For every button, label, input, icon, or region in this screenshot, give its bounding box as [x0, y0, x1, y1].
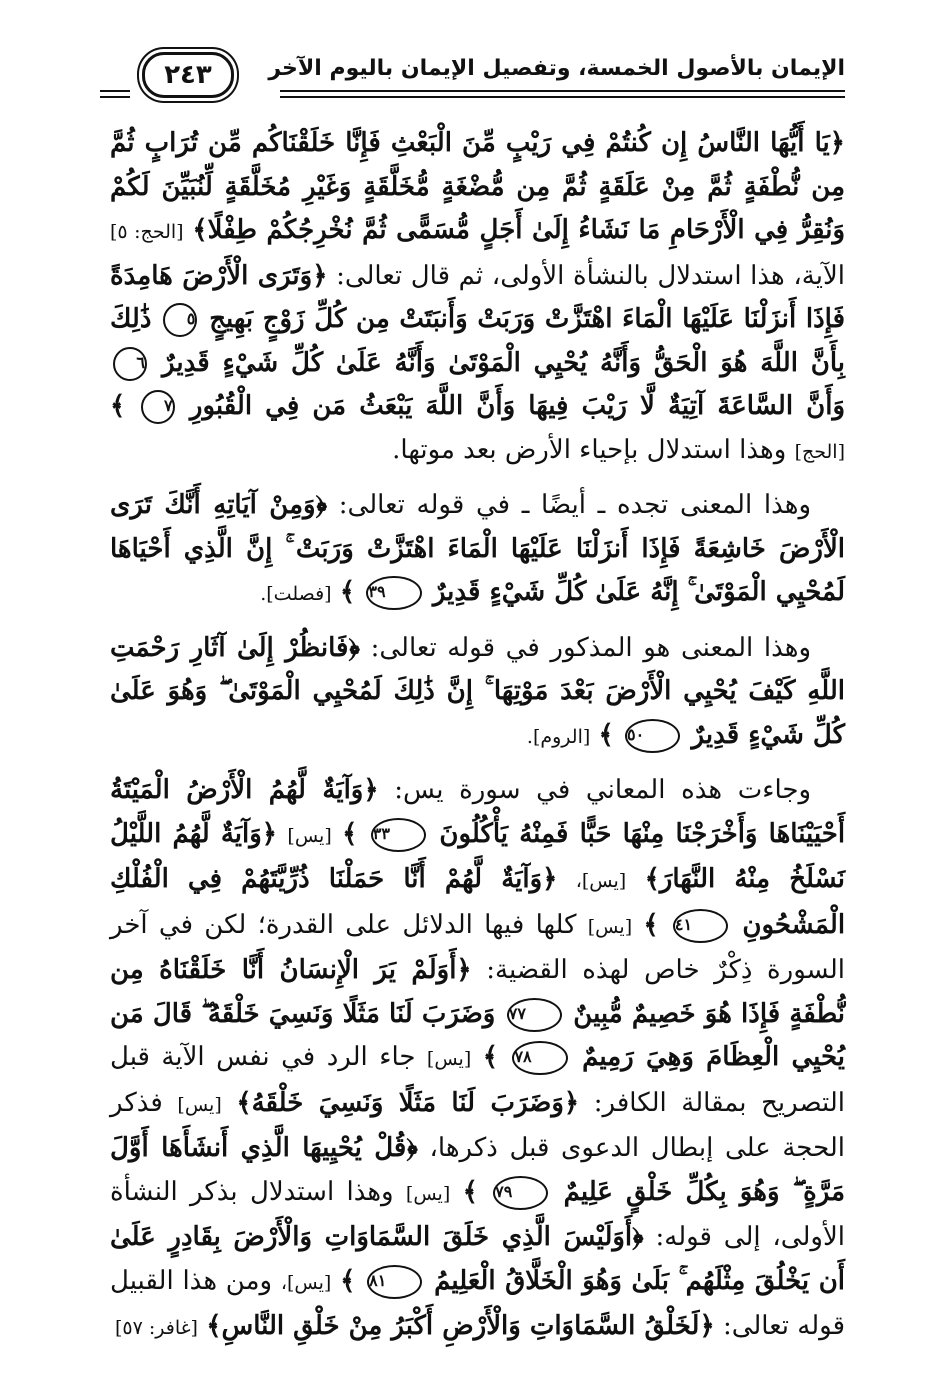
- citation: [يس]: [177, 1093, 222, 1116]
- quran-verse: ﴿وَآيَةٌ لَّهُمُ الْأَرْضُ الْمَيْتَةُ أَحْيَيْنَاهَا وَأَخْرَجْنَا مِنْهَا حَبًّا فَمِنْهُ يَأْكُلُونَ: [110, 775, 846, 849]
- ayah-number-marker: ٣٩: [366, 576, 421, 610]
- quran-verse: ﴾: [643, 909, 659, 940]
- running-header: [100, 40, 845, 110]
- header-rule: [280, 96, 845, 98]
- header-title: الإيمان بالأصول الخمسة، وتفصيل الإيمان باليوم الآخر: [268, 56, 845, 81]
- quran-verse: ﴿لَخَلْقُ السَّمَاوَاتِ وَالْأَرْضِ أَكْبَرُ مِنْ خَلْقِ النَّاسِ﴾: [206, 1311, 715, 1341]
- citation: [الحج]: [794, 440, 845, 463]
- quran-verse: ﴿وَآيَةٌ لَّهُمْ أَنَّا حَمَلْنَا ذُرِّيَّتَهُمْ فِي الْفُلْكِ الْمَشْحُونِ: [110, 864, 846, 940]
- citation: [الحج: ٥]: [110, 221, 184, 243]
- ayah-number-marker: ٥: [163, 303, 197, 337]
- body-text-run: وهذا استدلال بذكر النشأة الأولى، إلى قوله:: [110, 1176, 846, 1252]
- header-rule: [280, 90, 845, 92]
- header-rule: [100, 96, 130, 98]
- quran-verse: ﴿وَآيَةٌ لَّهُمُ اللَّيْلُ نَسْلَخُ مِنْهُ النَّهَارَ﴾: [110, 818, 846, 894]
- body-text-run: وهذا المعنى هو المذكور في قوله تعالى:: [370, 632, 811, 663]
- page-number: ٢٤٣: [142, 52, 234, 98]
- ayah-number-marker: ٨١: [367, 1265, 422, 1299]
- quran-verse: ﴿وَتَرَى الْأَرْضَ هَامِدَةً فَإِذَا أَنزَلْنَا عَلَيْهَا الْمَاءَ اهْتَزَّتْ وَرَبَتْ وَأَنبَتَتْ مِن كُلِّ زَوْجٍ بَهِيجٍ: [110, 260, 845, 334]
- paragraph: [110, 484, 845, 617]
- citation: [غافر: ٥٧]: [114, 1317, 198, 1339]
- ayah-number-marker: ٦: [113, 347, 147, 381]
- quran-verse: ﴾: [482, 1042, 498, 1072]
- body-text-run: الآية، هذا استدلال بالنشأة الأولى، ثم قال تعالى:: [336, 260, 846, 291]
- ayah-number-marker: ٧٩: [493, 1176, 548, 1210]
- ayah-number-marker: ٥٠: [625, 719, 680, 753]
- ayah-number-marker: ٧: [141, 390, 175, 424]
- paragraph: [110, 627, 845, 760]
- ayah-number-marker: ٤١: [673, 909, 728, 943]
- page-body: [110, 122, 845, 1361]
- citation: [يس]: [287, 824, 332, 847]
- body-text-run: ومن هذا القبيل قوله تعالى:: [110, 1265, 845, 1341]
- quran-verse: ﴾: [339, 577, 356, 607]
- body-text-run: وهذا المعنى تجده ـ أيضًا ـ في قوله تعالى:: [338, 490, 812, 520]
- quran-verse: ﴾: [462, 1176, 478, 1207]
- citation: [يس]: [426, 1048, 472, 1070]
- quran-verse: ﴿يَا أَيُّهَا النَّاسُ إِن كُنتُمْ فِي رَيْبٍ مِّنَ الْبَعْثِ فَإِنَّا خَلَقْنَاكُم مِّن تُرَابٍ ثُمَّ مِن نُّطْفَةٍ ثُمَّ مِنْ عَلَقَةٍ ثُمَّ مِن مُّضْغَةٍ مُّخَلَّقَةٍ وَغَيْرِ مُخَلَّقَةٍ لِّنُبَيِّنَ لَكُمْ وَنُقِرُّ فِي الْأَرْحَامِ مَا نَشَاءُ إِلَىٰ أَجَلٍ مُّسَمًّى ثُمَّ نُخْرِجُكُمْ طِفْلًا﴾: [110, 128, 845, 245]
- citation: [يس]،: [280, 1271, 332, 1294]
- quran-verse: ﴿وَمِنْ آيَاتِهِ أَنَّكَ تَرَى الْأَرْضَ خَاشِعَةً فَإِذَا أَنزَلْنَا عَلَيْهَا الْمَاءَ اهْتَزَّتْ وَرَبَتْ ۚ إِنَّ الَّذِي أَحْيَاهَا لَمُحْيِي الْمَوْتَىٰ ۚ إِنَّهُ عَلَىٰ كُلِّ شَيْءٍ قَدِيرٌ: [110, 490, 845, 607]
- ayah-number-marker: ٧٨: [512, 1041, 567, 1075]
- citation: [يس]: [587, 915, 633, 938]
- quran-verse: ﴾: [342, 818, 358, 849]
- citation: [يس]،: [575, 870, 627, 892]
- quran-verse: ذَٰلِكَ بِأَنَّ اللَّهَ هُوَ الْحَقُّ وَأَنَّهُ يُحْيِي الْمَوْتَىٰ وَأَنَّهُ عَلَىٰ كُلِّ شَيْءٍ قَدِيرٌ: [110, 304, 845, 378]
- body-text-run: جاء الرد في نفس الآية قبل التصريح بمقالة الكافر:: [110, 1042, 846, 1118]
- quran-verse: ﴿وَضَرَبَ لَنَا مَثَلًا وَنَسِيَ خَلْقَهُ﴾: [236, 1087, 580, 1118]
- quran-verse: ﴿قُلْ يُحْيِيهَا الَّذِي أَنشَأَهَا أَوَّلَ مَرَّةٍ ۖ وَهُوَ بِكُلِّ خَلْقٍ عَلِيمٌ: [110, 1133, 846, 1207]
- quran-verse: وَضَرَبَ لَنَا مَثَلًا وَنَسِيَ خَلْقَهُ ۖ قَالَ مَن يُحْيِي الْعِظَامَ وَهِيَ رَمِيمٌ: [110, 998, 845, 1072]
- quran-verse: ﴾: [110, 391, 126, 421]
- citation: [يس]: [405, 1182, 451, 1205]
- quran-verse: ﴿أَوَلَمْ يَرَ الْإِنسَانُ أَنَّا خَلَقْنَاهُ مِن نُّطْفَةٍ فَإِذَا هُوَ خَصِيمٌ مُّبِينٌ: [110, 955, 846, 1029]
- header-rule: [100, 90, 130, 92]
- body-text-run: وهذا استدلال بإحياء الأرض بعد موتها.: [392, 434, 787, 465]
- paragraph: [110, 122, 845, 474]
- ayah-number-marker: ٣٣: [371, 818, 426, 852]
- quran-verse: ﴿فَانظُرْ إِلَىٰ آثَارِ رَحْمَتِ اللَّهِ كَيْفَ يُحْيِي الْأَرْضَ بَعْدَ مَوْتِهَا ۚ إِنَّ ذَٰلِكَ لَمُحْيِي الْمَوْتَىٰ ۖ وَهُوَ عَلَىٰ كُلِّ شَيْءٍ قَدِيرٌ: [110, 632, 845, 750]
- paragraph: [110, 769, 845, 1351]
- ayah-number-marker: ٧٧: [507, 998, 562, 1032]
- quran-verse: وَأَنَّ السَّاعَةَ آتِيَةٌ لَّا رَيْبَ فِيهَا وَأَنَّ اللَّهَ يَبْعَثُ مَن فِي الْقُبُورِ: [189, 391, 846, 421]
- body-text-run: كلها فيها الدلائل على القدرة؛ لكن في آخر السورة ذِكْرٌ خاص لهذه القضية:: [110, 909, 846, 985]
- quran-verse: ﴾: [598, 719, 614, 750]
- quran-verse: ﴿أَوَلَيْسَ الَّذِي خَلَقَ السَّمَاوَاتِ وَالْأَرْضَ بِقَادِرٍ عَلَىٰ أَن يَخْلُقَ مِثْلَهُم ۚ بَلَىٰ وَهُوَ الْخَلَّاقُ الْعَلِيمُ: [110, 1222, 846, 1296]
- citation: [فصلت].: [260, 583, 332, 605]
- body-text-run: وجاءت هذه المعاني في سورة يس:: [394, 775, 812, 805]
- quran-verse: ﴾: [340, 1265, 356, 1296]
- citation: [الروم].: [526, 725, 591, 748]
- body-text-run: فذكر الحجة على إبطال الدعوى قبل ذكرها،: [110, 1087, 846, 1163]
